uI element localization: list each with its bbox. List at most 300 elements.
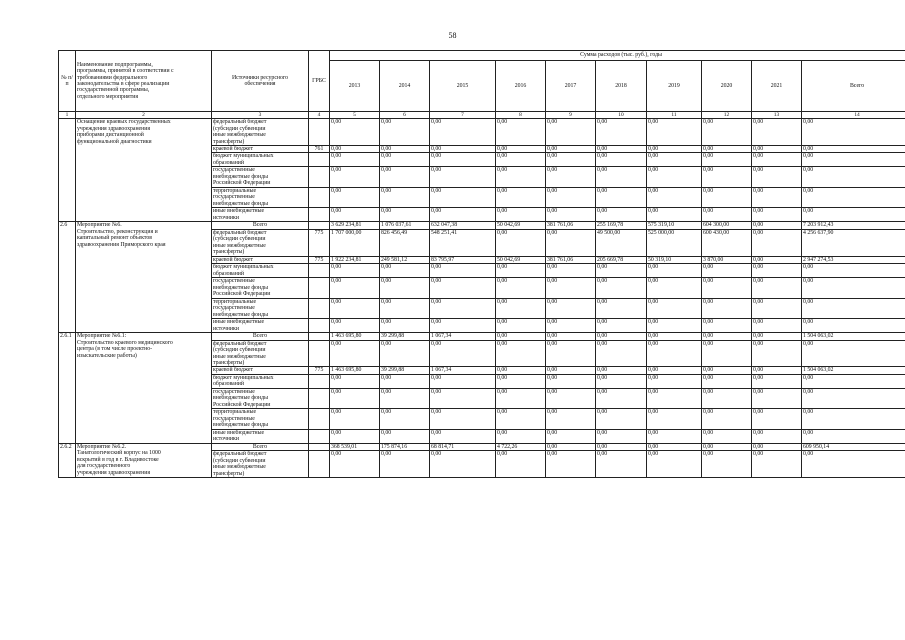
amount-cell: 0,00 xyxy=(546,119,596,146)
header-year: 2016 xyxy=(496,61,546,112)
amount-cell: 0,00 xyxy=(330,429,380,443)
grbs-cell: 775 xyxy=(309,367,330,374)
funding-source: территориальные государственные внебюджетные фонды xyxy=(212,298,309,318)
column-number: 9 xyxy=(546,112,596,119)
amount-cell: 0,00 xyxy=(380,153,430,167)
amount-cell: 0,00 xyxy=(546,429,596,443)
column-number: 2 xyxy=(76,112,212,119)
total-row xyxy=(59,333,905,340)
funding-source: федеральный бюджет (субсидии субвенции иные межбюджетные трансферты) xyxy=(212,340,309,367)
amount-cell: 0,00 xyxy=(752,208,802,222)
amount-cell: 0,00 xyxy=(330,278,380,298)
amount-cell: 0,00 xyxy=(330,187,380,207)
amount-cell: 0,00 xyxy=(380,298,430,318)
amount-cell: 0,00 xyxy=(647,264,702,278)
funding-source: федеральный бюджет (субсидии субвенции иные межбюджетные трансферты) xyxy=(212,119,309,146)
column-number: 8 xyxy=(496,112,546,119)
amount-cell: 0,00 xyxy=(380,409,430,429)
amount-cell: 0,00 xyxy=(330,298,380,318)
amount-cell: 0,00 xyxy=(596,409,647,429)
grbs-cell xyxy=(309,222,330,229)
amount-cell: 0,00 xyxy=(702,367,752,374)
amount-cell: 0,00 xyxy=(802,388,905,408)
amount-cell: 0,00 xyxy=(802,451,905,478)
funding-source: краевой бюджет xyxy=(212,145,309,152)
amount-cell: 0,00 xyxy=(496,367,546,374)
amount-cell: 0,00 xyxy=(430,451,496,478)
amount-cell: 0,00 xyxy=(647,374,702,388)
amount-cell: 0,00 xyxy=(647,145,702,152)
amount-cell: 0,00 xyxy=(380,429,430,443)
amount-cell: 0,00 xyxy=(647,388,702,408)
amount-cell: 0,00 xyxy=(496,429,546,443)
amount-cell: 604 300,00 xyxy=(702,222,752,229)
amount-cell: 4 256 637,90 xyxy=(802,229,905,256)
total-label: Всего xyxy=(212,333,309,340)
amount-cell: 0,00 xyxy=(752,451,802,478)
amount-cell: 7 203 912,43 xyxy=(802,222,905,229)
amount-cell: 0,00 xyxy=(546,333,596,340)
budget-table xyxy=(58,50,905,478)
item-name xyxy=(76,333,212,444)
funding-source: иные внебюджетные источники xyxy=(212,319,309,333)
grbs-cell: 761 xyxy=(309,145,330,152)
amount-cell: 0,00 xyxy=(702,264,752,278)
amount-cell: 0,00 xyxy=(380,388,430,408)
amount-cell: 0,00 xyxy=(380,119,430,146)
amount-cell: 0,00 xyxy=(802,409,905,429)
amount-cell: 0,00 xyxy=(546,145,596,152)
header-num: № п/п xyxy=(59,51,76,112)
amount-cell: 0,00 xyxy=(647,298,702,318)
item-number: 2.6 xyxy=(59,222,76,333)
amount-cell: 0,00 xyxy=(596,298,647,318)
amount-cell: 0,00 xyxy=(596,278,647,298)
grbs-cell xyxy=(309,388,330,408)
amount-cell: 0,00 xyxy=(647,119,702,146)
amount-cell: 39 299,88 xyxy=(380,367,430,374)
header-year: 2018 xyxy=(596,61,647,112)
amount-cell: 0,00 xyxy=(380,374,430,388)
amount-cell: 1 076 037,61 xyxy=(380,222,430,229)
amount-cell: 0,00 xyxy=(752,256,802,263)
amount-cell: 0,00 xyxy=(546,278,596,298)
amount-cell: 0,00 xyxy=(330,119,380,146)
amount-cell: 0,00 xyxy=(802,119,905,146)
amount-cell: 0,00 xyxy=(752,119,802,146)
item-number xyxy=(59,119,76,222)
amount-cell: 1 067,34 xyxy=(430,367,496,374)
amount-cell: 0,00 xyxy=(702,429,752,443)
amount-cell: 0,00 xyxy=(596,340,647,367)
amount-cell: 0,00 xyxy=(380,167,430,187)
amount-cell: 0,00 xyxy=(802,208,905,222)
amount-cell: 0,00 xyxy=(330,208,380,222)
amount-cell: 0,00 xyxy=(752,429,802,443)
amount-cell: 0,00 xyxy=(702,340,752,367)
amount-cell: 0,00 xyxy=(596,264,647,278)
grbs-cell xyxy=(309,119,330,146)
amount-cell: 0,00 xyxy=(496,208,546,222)
item-description: Танатологический корпус на 1000 вскрытий в год в г. Владивостоке для государственного учреждения здравоохранения xyxy=(77,450,161,476)
amount-cell: 175 874,16 xyxy=(380,443,430,450)
amount-cell: 0,00 xyxy=(647,153,702,167)
amount-cell: 0,00 xyxy=(596,429,647,443)
amount-cell: 0,00 xyxy=(496,278,546,298)
amount-cell: 0,00 xyxy=(647,319,702,333)
amount-cell: 0,00 xyxy=(752,333,802,340)
amount-cell: 0,00 xyxy=(596,451,647,478)
grbs-cell: 775 xyxy=(309,229,330,256)
amount-cell: 0,00 xyxy=(496,333,546,340)
amount-cell: 0,00 xyxy=(330,167,380,187)
amount-cell: 0,00 xyxy=(496,298,546,318)
column-number: 10 xyxy=(596,112,647,119)
amount-cell: 1 707 000,00 xyxy=(330,229,380,256)
funding-source: территориальные государственные внебюджетные фонды xyxy=(212,409,309,429)
amount-cell: 0,00 xyxy=(752,340,802,367)
grbs-cell xyxy=(309,443,330,450)
amount-cell: 826 456,49 xyxy=(380,229,430,256)
amount-cell: 0,00 xyxy=(802,264,905,278)
amount-cell: 0,00 xyxy=(802,340,905,367)
header-year: 2014 xyxy=(380,61,430,112)
amount-cell: 0,00 xyxy=(430,167,496,187)
amount-cell: 1 463 695,80 xyxy=(330,333,380,340)
amount-cell: 0,00 xyxy=(496,153,546,167)
header-year: 2019 xyxy=(647,61,702,112)
amount-cell: 0,00 xyxy=(752,222,802,229)
amount-cell: 0,00 xyxy=(496,451,546,478)
amount-cell: 0,00 xyxy=(702,319,752,333)
amount-cell: 0,00 xyxy=(702,167,752,187)
item-name xyxy=(76,443,212,477)
amount-cell: 0,00 xyxy=(752,153,802,167)
amount-cell: 0,00 xyxy=(330,153,380,167)
amount-cell: 1 463 695,80 xyxy=(330,367,380,374)
amount-cell: 0,00 xyxy=(380,145,430,152)
grbs-cell xyxy=(309,278,330,298)
funding-source: территориальные государственные внебюджетные фонды xyxy=(212,187,309,207)
amount-cell: 0,00 xyxy=(647,443,702,450)
amount-cell: 0,00 xyxy=(802,429,905,443)
amount-cell: 0,00 xyxy=(596,319,647,333)
amount-cell: 2 947 274,53 xyxy=(802,256,905,263)
amount-cell: 249 581,12 xyxy=(380,256,430,263)
amount-cell: 0,00 xyxy=(702,119,752,146)
amount-cell: 0,00 xyxy=(546,167,596,187)
amount-cell: 0,00 xyxy=(702,443,752,450)
amount-cell: 0,00 xyxy=(752,443,802,450)
amount-cell: 0,00 xyxy=(702,374,752,388)
grbs-cell: 775 xyxy=(309,256,330,263)
amount-cell: 0,00 xyxy=(596,145,647,152)
funding-source: бюджет муниципальных образований xyxy=(212,153,309,167)
header-sum: Сумма расходов (тыс. руб.), годы xyxy=(330,51,905,61)
amount-cell: 0,00 xyxy=(752,167,802,187)
amount-cell: 0,00 xyxy=(330,451,380,478)
amount-cell: 49 500,00 xyxy=(596,229,647,256)
amount-cell: 0,00 xyxy=(496,119,546,146)
amount-cell: 0,00 xyxy=(330,409,380,429)
grbs-cell xyxy=(309,333,330,340)
grbs-cell xyxy=(309,208,330,222)
amount-cell: 0,00 xyxy=(802,374,905,388)
header-year: 2021 xyxy=(752,61,802,112)
amount-cell: 0,00 xyxy=(496,409,546,429)
total-label: Всего xyxy=(212,222,309,229)
amount-cell: 0,00 xyxy=(496,145,546,152)
amount-cell: 0,00 xyxy=(752,264,802,278)
amount-cell: 1 067,34 xyxy=(430,333,496,340)
column-number: 12 xyxy=(702,112,752,119)
amount-cell: 0,00 xyxy=(596,388,647,408)
amount-cell: 0,00 xyxy=(596,443,647,450)
amount-cell: 0,00 xyxy=(330,340,380,367)
amount-cell: 525 000,00 xyxy=(647,229,702,256)
amount-cell: 0,00 xyxy=(430,374,496,388)
amount-cell: 0,00 xyxy=(496,167,546,187)
amount-cell: 0,00 xyxy=(546,374,596,388)
amount-cell: 0,00 xyxy=(430,409,496,429)
amount-cell: 0,00 xyxy=(647,429,702,443)
amount-cell: 83 795,97 xyxy=(430,256,496,263)
amount-cell: 0,00 xyxy=(496,229,546,256)
amount-cell: 0,00 xyxy=(702,409,752,429)
amount-cell: 0,00 xyxy=(430,153,496,167)
amount-cell: 0,00 xyxy=(546,153,596,167)
amount-cell: 0,00 xyxy=(430,429,496,443)
amount-cell: 0,00 xyxy=(430,388,496,408)
amount-cell: 0,00 xyxy=(802,298,905,318)
amount-cell: 0,00 xyxy=(752,298,802,318)
total-label: Всего xyxy=(212,443,309,450)
amount-cell: 0,00 xyxy=(702,187,752,207)
amount-cell: 0,00 xyxy=(546,319,596,333)
amount-cell: 0,00 xyxy=(380,208,430,222)
column-number: 4 xyxy=(309,112,330,119)
amount-cell: 0,00 xyxy=(802,187,905,207)
amount-cell: 0,00 xyxy=(596,153,647,167)
amount-cell: 0,00 xyxy=(496,187,546,207)
column-number: 14 xyxy=(802,112,905,119)
amount-cell: 0,00 xyxy=(647,167,702,187)
page-number: 58 xyxy=(448,31,457,40)
amount-cell: 0,00 xyxy=(752,229,802,256)
grbs-cell xyxy=(309,264,330,278)
amount-cell: 609 950,14 xyxy=(802,443,905,450)
grbs-cell xyxy=(309,187,330,207)
amount-cell: 0,00 xyxy=(430,187,496,207)
header-grbs: ГРБС xyxy=(309,51,330,112)
funding-source: государственные внебюджетные фонды Российской Федерации xyxy=(212,167,309,187)
column-number: 7 xyxy=(430,112,496,119)
amount-cell: 0,00 xyxy=(702,298,752,318)
amount-cell: 0,00 xyxy=(546,229,596,256)
item-number: 2.6.2 xyxy=(59,443,76,477)
amount-cell: 0,00 xyxy=(546,298,596,318)
grbs-cell xyxy=(309,167,330,187)
funding-source: государственные внебюджетные фонды Российской Федерации xyxy=(212,388,309,408)
total-row xyxy=(59,443,905,450)
amount-cell: 1 922 234,81 xyxy=(330,256,380,263)
amount-cell: 0,00 xyxy=(430,340,496,367)
amount-cell: 0,00 xyxy=(546,208,596,222)
header-year: 2015 xyxy=(430,61,496,112)
amount-cell: 0,00 xyxy=(546,388,596,408)
amount-cell: 0,00 xyxy=(430,119,496,146)
grbs-cell xyxy=(309,153,330,167)
header-year: Всего xyxy=(802,61,905,112)
amount-cell: 0,00 xyxy=(380,187,430,207)
amount-cell: 0,00 xyxy=(596,374,647,388)
amount-cell: 0,00 xyxy=(647,333,702,340)
amount-cell: 0,00 xyxy=(430,298,496,318)
funding-source: бюджет муниципальных образований xyxy=(212,264,309,278)
amount-cell: 0,00 xyxy=(496,374,546,388)
amount-cell: 0,00 xyxy=(596,167,647,187)
amount-cell: 0,00 xyxy=(702,208,752,222)
grbs-cell xyxy=(309,319,330,333)
amount-cell: 0,00 xyxy=(496,388,546,408)
amount-cell: 632 047,38 xyxy=(430,222,496,229)
amount-cell: 50 042,69 xyxy=(496,256,546,263)
amount-cell: 0,00 xyxy=(430,208,496,222)
amount-cell: 0,00 xyxy=(546,187,596,207)
amount-cell: 0,00 xyxy=(647,187,702,207)
amount-cell: 0,00 xyxy=(430,145,496,152)
amount-cell: 0,00 xyxy=(647,340,702,367)
column-number: 11 xyxy=(647,112,702,119)
header-year: 2013 xyxy=(330,61,380,112)
amount-cell: 0,00 xyxy=(752,388,802,408)
grbs-cell xyxy=(309,451,330,478)
item-description: Строительство, реконструкция и капитальный ремонт объектов здравоохранения Приморского края xyxy=(77,228,166,248)
item-title: Мероприятие №6.2. xyxy=(77,443,127,450)
amount-cell: 0,00 xyxy=(802,145,905,152)
amount-cell: 0,00 xyxy=(546,367,596,374)
header-source: Источники ресурсного обеспечения xyxy=(212,51,309,112)
funding-source: федеральный бюджет (субсидии субвенции иные межбюджетные трансферты) xyxy=(212,451,309,478)
item-title: Мероприятие №6. xyxy=(77,222,122,229)
funding-source: иные внебюджетные источники xyxy=(212,429,309,443)
grbs-cell xyxy=(309,409,330,429)
amount-cell: 0,00 xyxy=(647,409,702,429)
grbs-cell xyxy=(309,374,330,388)
amount-cell: 381 761,06 xyxy=(546,256,596,263)
amount-cell: 600 430,00 xyxy=(702,229,752,256)
amount-cell: 0,00 xyxy=(702,153,752,167)
amount-cell: 1 504 063,02 xyxy=(802,333,905,340)
item-description: Строительство краевого медицинского центра (в том числе проектно- изыскательские работы) xyxy=(77,339,173,359)
column-number: 3 xyxy=(212,112,309,119)
amount-cell: 0,00 xyxy=(380,278,430,298)
item-name xyxy=(76,119,212,222)
funding-source: бюджет муниципальных образований xyxy=(212,374,309,388)
amount-cell: 0,00 xyxy=(596,187,647,207)
amount-cell: 0,00 xyxy=(546,443,596,450)
header-name: Наименование подпрограммы, программы, принятой в соответствии с требованиями федерального законодательства в сфере реализации государственной программы, отдельного мероприятия xyxy=(76,51,212,112)
amount-cell: 0,00 xyxy=(496,264,546,278)
amount-cell: 548 251,41 xyxy=(430,229,496,256)
amount-cell: 0,00 xyxy=(752,187,802,207)
amount-cell: 0,00 xyxy=(330,388,380,408)
amount-cell: 0,00 xyxy=(596,333,647,340)
amount-cell: 0,00 xyxy=(647,451,702,478)
amount-cell: 0,00 xyxy=(702,278,752,298)
amount-cell: 0,00 xyxy=(802,319,905,333)
amount-cell: 0,00 xyxy=(752,278,802,298)
amount-cell: 381 761,06 xyxy=(546,222,596,229)
amount-cell: 50 319,10 xyxy=(647,256,702,263)
amount-cell: 68 814,71 xyxy=(430,443,496,450)
funding-source-row xyxy=(59,119,905,146)
amount-cell: 3 629 234,81 xyxy=(330,222,380,229)
amount-cell: 0,00 xyxy=(496,319,546,333)
amount-cell: 0,00 xyxy=(546,451,596,478)
funding-source: федеральный бюджет (субсидии субвенции иные межбюджетные трансферты) xyxy=(212,229,309,256)
amount-cell: 255 169,78 xyxy=(596,222,647,229)
amount-cell: 0,00 xyxy=(802,278,905,298)
amount-cell: 0,00 xyxy=(702,388,752,408)
amount-cell: 0,00 xyxy=(802,153,905,167)
amount-cell: 0,00 xyxy=(430,319,496,333)
amount-cell: 1 504 063,02 xyxy=(802,367,905,374)
funding-source: краевой бюджет xyxy=(212,256,309,263)
amount-cell: 0,00 xyxy=(330,319,380,333)
amount-cell: 0,00 xyxy=(596,367,647,374)
amount-cell: 0,00 xyxy=(596,119,647,146)
amount-cell: 0,00 xyxy=(647,367,702,374)
amount-cell: 368 539,01 xyxy=(330,443,380,450)
amount-cell: 205 669,78 xyxy=(596,256,647,263)
header-year: 2017 xyxy=(546,61,596,112)
amount-cell: 575 319,10 xyxy=(647,222,702,229)
amount-cell: 0,00 xyxy=(752,367,802,374)
funding-source: государственные внебюджетные фонды Российской Федерации xyxy=(212,278,309,298)
amount-cell: 4 722,26 xyxy=(496,443,546,450)
column-number: 1 xyxy=(59,112,76,119)
amount-cell: 0,00 xyxy=(430,264,496,278)
total-row xyxy=(59,222,905,229)
column-number: 5 xyxy=(330,112,380,119)
amount-cell: 0,00 xyxy=(380,264,430,278)
amount-cell: 0,00 xyxy=(752,145,802,152)
funding-source: краевой бюджет xyxy=(212,367,309,374)
funding-source: иные внебюджетные источники xyxy=(212,208,309,222)
grbs-cell xyxy=(309,298,330,318)
amount-cell: 0,00 xyxy=(802,167,905,187)
grbs-cell xyxy=(309,429,330,443)
header-year: 2020 xyxy=(702,61,752,112)
amount-cell: 0,00 xyxy=(380,340,430,367)
amount-cell: 0,00 xyxy=(546,264,596,278)
amount-cell: 3 870,00 xyxy=(702,256,752,263)
amount-cell: 0,00 xyxy=(430,278,496,298)
amount-cell: 0,00 xyxy=(596,208,647,222)
amount-cell: 0,00 xyxy=(752,319,802,333)
item-description: Оснащение краевых государственных учреждения здравоохранения приборами дистанционной функциональной диагностики xyxy=(77,119,171,145)
column-number: 13 xyxy=(752,112,802,119)
amount-cell: 0,00 xyxy=(330,264,380,278)
item-name xyxy=(76,222,212,333)
amount-cell: 0,00 xyxy=(496,340,546,367)
item-number: 2.6.1 xyxy=(59,333,76,444)
item-title: Мероприятие №6.1: xyxy=(77,333,127,340)
amount-cell: 0,00 xyxy=(330,374,380,388)
amount-cell: 0,00 xyxy=(546,409,596,429)
amount-cell: 0,00 xyxy=(380,451,430,478)
